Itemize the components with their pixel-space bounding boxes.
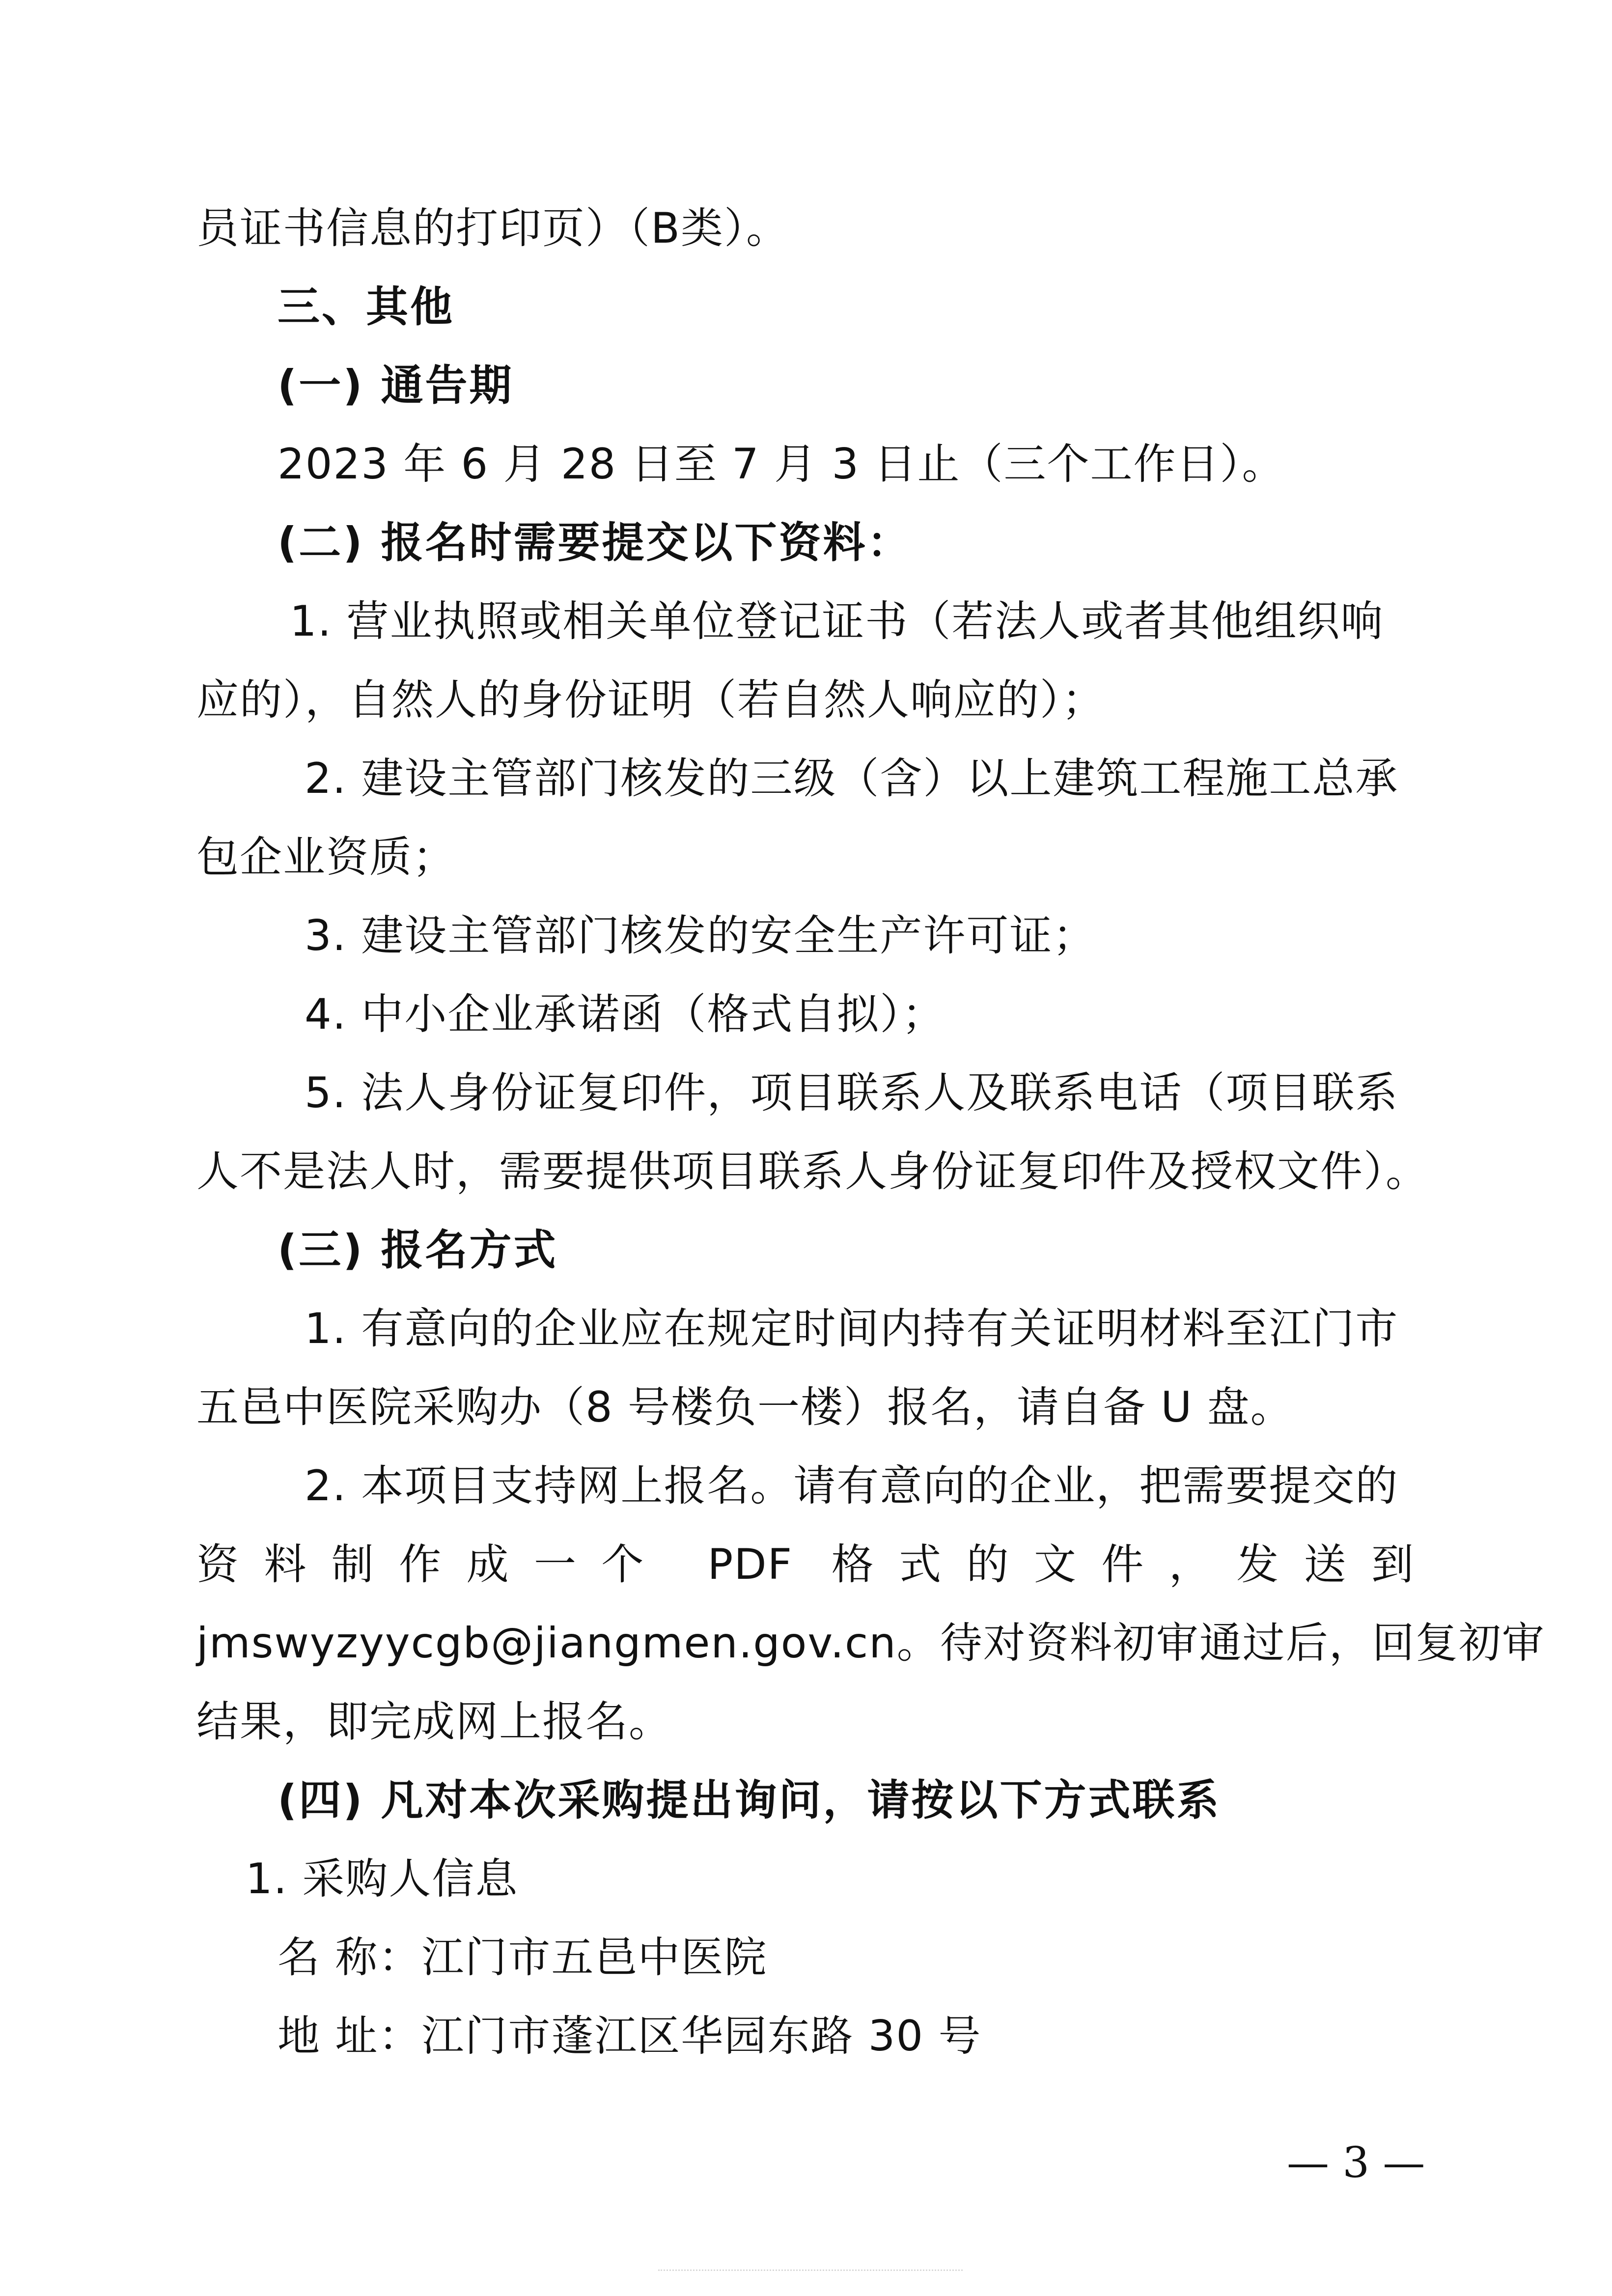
material-item-2-line-2: 包企业资质； <box>196 833 456 882</box>
bottom-faint-mark <box>658 2269 963 2276</box>
purchaser-info-heading: 1. 采购人信息 <box>246 1854 519 1904</box>
material-item-4: 4. 中小企业承诺函（格式自拟）； <box>305 990 945 1039</box>
registration-method-2-line-4: 结果，即完成网上报名。 <box>196 1697 672 1746</box>
section-three-heading: 三、其他 <box>278 282 454 332</box>
registration-method-2-line-2: 资料制作成一个 PDF 格式的文件，发送到 <box>196 1540 1415 1589</box>
page-number: — 3 — <box>1287 2138 1425 2187</box>
material-item-1-line-2: 应的），自然人的身份证明（若自然人响应的）； <box>196 675 1105 725</box>
notice-period-dates: 2023 年 6 月 28 日至 7 月 3 日止（三个工作日）。 <box>278 440 1285 489</box>
purchaser-address: 地 址：江门市蓬江区华园东路 30 号 <box>278 2012 982 2061</box>
inquiry-contact-heading: (四) 凡对本次采购提出询问，请按以下方式联系 <box>278 1776 1221 1825</box>
registration-method-2-line-1: 2. 本项目支持网上报名。请有意向的企业，把需要提交的 <box>305 1461 1399 1511</box>
registration-method-1-line-2: 五邑中医院采购办（8 号楼负一楼）报名，请自备 U 盘。 <box>196 1383 1294 1432</box>
material-item-1-line-1: 1. 营业执照或相关单位登记证书（若法人或者其他组织响 <box>290 597 1384 646</box>
registration-method-heading: (三) 报名方式 <box>278 1226 558 1275</box>
submission-materials-heading: (二) 报名时需要提交以下资料： <box>278 518 912 567</box>
material-item-3: 3. 建设主管部门核发的安全生产许可证； <box>305 911 1096 960</box>
registration-method-1-line-1: 1. 有意向的企业应在规定时间内持有关证明材料至江门市 <box>305 1304 1399 1353</box>
material-item-2-line-1: 2. 建设主管部门核发的三级（含）以上建筑工程施工总承 <box>305 754 1399 803</box>
notice-period-heading: (一) 通告期 <box>278 361 514 410</box>
material-item-5-line-2: 人不是法人时，需要提供项目联系人身份证复印件及授权文件）。 <box>196 1147 1429 1196</box>
purchaser-name: 名 称：江门市五邑中医院 <box>278 1933 768 1982</box>
continued-line-b-category: 员证书信息的打印页）（B类）。 <box>196 204 789 253</box>
registration-email-line: jmswyzyycgb@jiangmen.gov.cn。待对资料初审通过后，回复初审 <box>196 1619 1545 1668</box>
material-item-5-line-1: 5. 法人身份证复印件，项目联系人及联系电话（项目联系 <box>305 1068 1399 1118</box>
